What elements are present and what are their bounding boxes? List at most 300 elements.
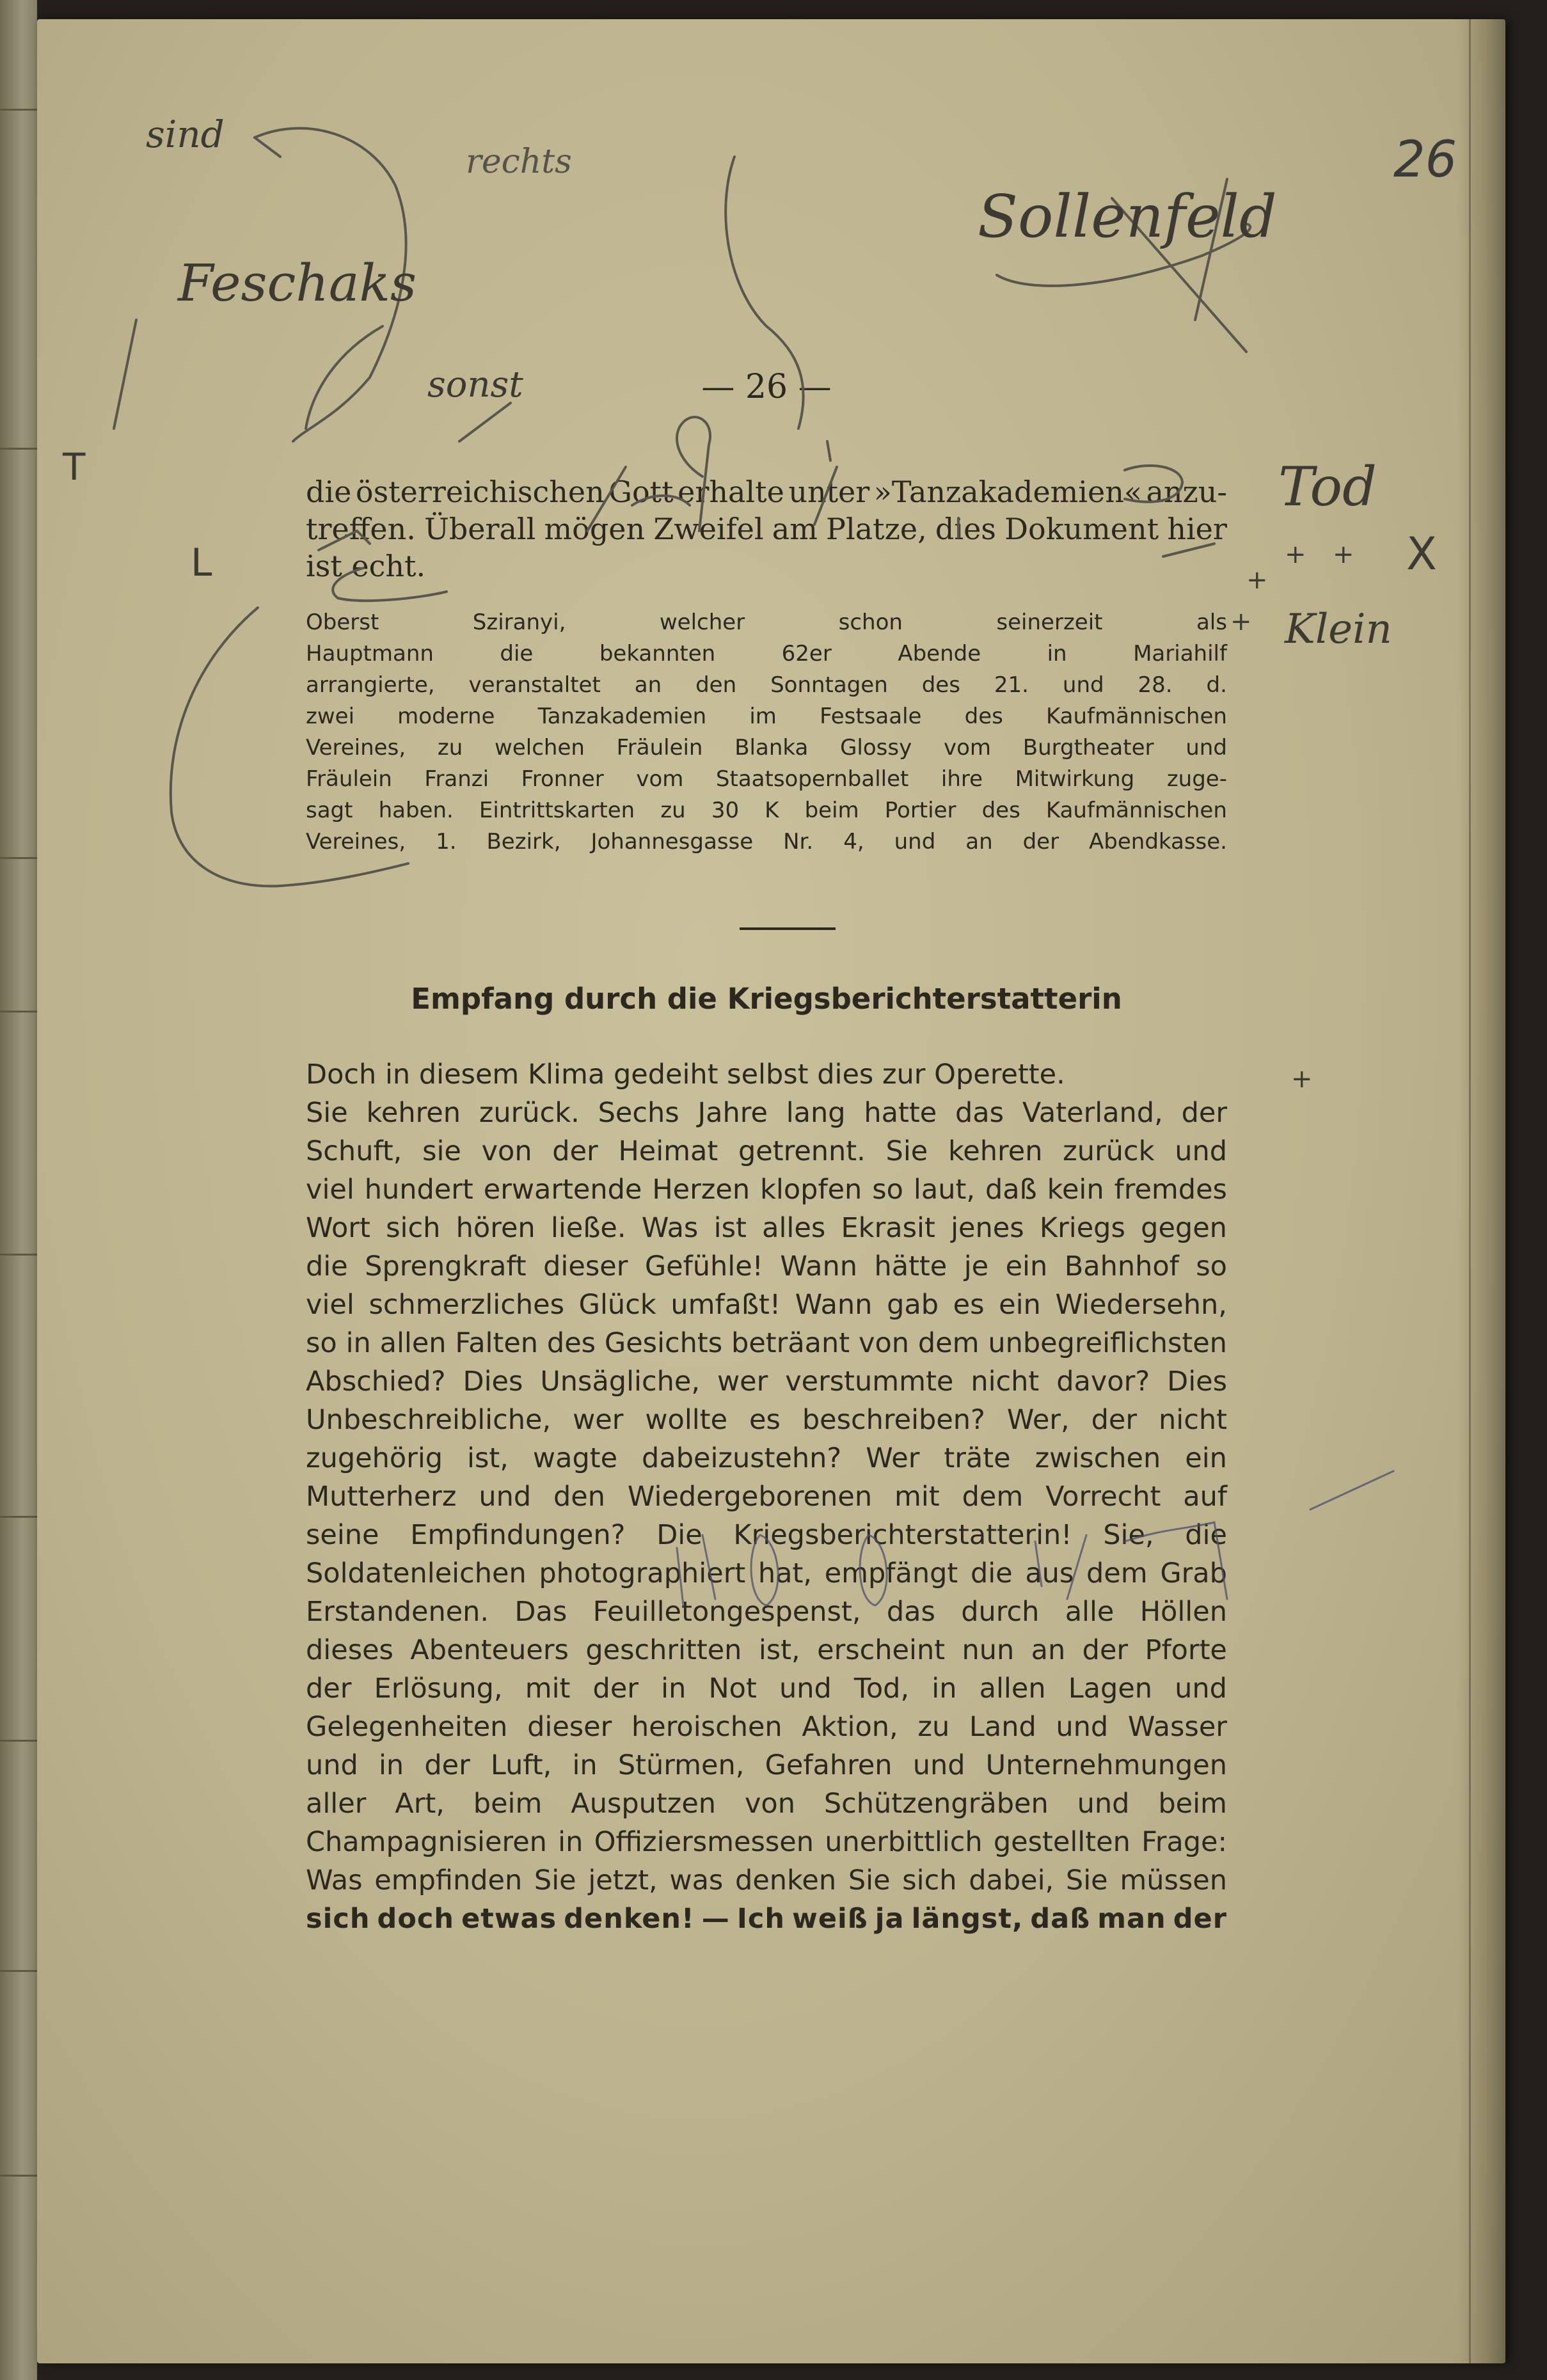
- handwritten-note: Klein: [1285, 606, 1392, 653]
- word: Das: [514, 1596, 567, 1628]
- word: verstummte: [785, 1366, 954, 1398]
- word: Unsägliche,: [540, 1366, 701, 1398]
- word: kein: [1047, 1174, 1104, 1206]
- word: und: [1062, 672, 1104, 698]
- text-line: [306, 1097, 1227, 1135]
- word: mit: [894, 1481, 940, 1513]
- word: doch: [377, 1903, 454, 1935]
- word: Platze,: [826, 512, 927, 546]
- word: jenes: [951, 1212, 1024, 1244]
- word: mit: [525, 1673, 571, 1705]
- word: in: [558, 1826, 583, 1858]
- word: Abschied?: [306, 1366, 446, 1398]
- word: dabeizustehn?: [642, 1442, 842, 1474]
- word: aus: [1025, 1557, 1074, 1589]
- word: daß: [985, 1174, 1037, 1206]
- word: dem: [917, 1327, 980, 1359]
- word: Sie: [848, 1864, 891, 1896]
- word: mögen: [544, 512, 646, 546]
- word: Empfindungen?: [410, 1519, 626, 1551]
- word: photographiert: [539, 1557, 746, 1589]
- word: Doch in diesem Klima gedeiht selbst dies zur Operette.: [306, 1059, 1065, 1091]
- word: unter: [788, 475, 870, 509]
- word: Portier: [884, 798, 956, 823]
- word: Vereines,: [306, 829, 406, 855]
- adjacent-page-edge: [0, 0, 37, 2380]
- edge-rule: [0, 1011, 37, 1013]
- word: österreichischen: [355, 475, 605, 509]
- word: Erstandenen.: [306, 1596, 489, 1628]
- word: moderne: [397, 704, 495, 729]
- word: hundert: [364, 1174, 473, 1206]
- slash-stroke: [1195, 179, 1227, 320]
- word: der: [1173, 1903, 1227, 1935]
- word: so: [872, 1174, 903, 1206]
- word: träte: [944, 1442, 1011, 1474]
- word: Sie: [534, 1864, 576, 1896]
- word: empfinden: [374, 1864, 523, 1896]
- word: in: [378, 1749, 404, 1781]
- bracket-stroke: [255, 129, 406, 441]
- text-line: [306, 1212, 1227, 1250]
- word: Sonntagen: [770, 672, 888, 698]
- edge-rule: [0, 857, 37, 859]
- printed-page-number: — 26 —: [701, 368, 832, 406]
- word: wer: [573, 1404, 624, 1436]
- word: unbegreiflichsten: [988, 1327, 1227, 1359]
- word: arrangierte,: [306, 672, 435, 698]
- word: ein: [1185, 1442, 1227, 1474]
- word: umfaßt!: [670, 1289, 781, 1321]
- slash-stroke: [1112, 198, 1246, 352]
- word: seine: [306, 1519, 379, 1551]
- word: geschritten: [585, 1634, 742, 1666]
- word: zugehörig: [306, 1442, 443, 1474]
- word: das: [886, 1596, 935, 1628]
- word: daß: [1030, 1903, 1091, 1935]
- curve-stroke: [306, 326, 383, 429]
- word: Wer,: [1006, 1404, 1070, 1436]
- word: und: [1186, 735, 1227, 760]
- word: Champagnisieren: [306, 1826, 547, 1858]
- word: und: [912, 1749, 965, 1781]
- word: Mutterherz: [306, 1481, 457, 1513]
- word: seinerzeit: [996, 610, 1103, 635]
- word: kehren: [948, 1135, 1043, 1167]
- text-line: [306, 475, 1227, 512]
- text-line: [306, 1366, 1227, 1404]
- word: ein: [1005, 1250, 1048, 1282]
- word: Offiziersmessen: [594, 1826, 814, 1858]
- text-line: [306, 549, 1227, 586]
- word: Gefahren: [765, 1749, 892, 1781]
- word: Dies: [463, 1366, 523, 1398]
- handwritten-note: Tod: [1278, 455, 1377, 518]
- word: Pforte: [1145, 1634, 1227, 1666]
- word: Wiedersehn,: [1055, 1289, 1227, 1321]
- word: gegen: [1141, 1212, 1227, 1244]
- word: die: [500, 641, 534, 666]
- word: Not: [708, 1673, 757, 1705]
- word: »Tanzakademien«: [873, 475, 1143, 509]
- text-line: [306, 704, 1227, 735]
- word: des: [921, 672, 960, 698]
- word: beschreiben?: [802, 1404, 985, 1436]
- word: Oberst: [306, 610, 379, 635]
- handwritten-note: sonst: [427, 364, 523, 406]
- word: die: [306, 1250, 348, 1282]
- word: dem: [962, 1481, 1024, 1513]
- word: in: [932, 1673, 957, 1705]
- word: Gefühle!: [644, 1250, 763, 1282]
- word: Sie: [306, 1097, 348, 1129]
- word: viel: [306, 1174, 354, 1206]
- word: der: [306, 1673, 352, 1705]
- word: allen: [379, 1327, 447, 1359]
- edge-rule: [0, 109, 37, 111]
- handwritten-note: Sollenfeld: [978, 182, 1277, 251]
- word: der: [1022, 829, 1059, 855]
- word: die: [970, 1557, 1013, 1589]
- word: am: [772, 512, 818, 546]
- text-line: [306, 1135, 1227, 1174]
- word: Abende: [898, 641, 981, 666]
- document-page: [37, 19, 1505, 2363]
- word: den: [553, 1481, 606, 1513]
- word: Soldatenleichen: [306, 1557, 527, 1589]
- word: jetzt,: [588, 1864, 658, 1896]
- word: Sie,: [1103, 1519, 1154, 1551]
- word: alles: [762, 1212, 826, 1244]
- word: zu: [917, 1711, 950, 1743]
- margin-stroke: [114, 320, 136, 429]
- word: lang: [786, 1097, 846, 1129]
- word: es: [953, 1289, 985, 1321]
- word: 30: [711, 798, 740, 823]
- word: Was: [641, 1212, 699, 1244]
- word: Sechs: [598, 1097, 679, 1129]
- word: von: [481, 1135, 532, 1167]
- word: hören: [456, 1212, 536, 1244]
- word: Bezirk,: [486, 829, 561, 855]
- word: gestellten: [993, 1826, 1130, 1858]
- text-line: [306, 672, 1227, 704]
- word: veranstaltet: [468, 672, 601, 698]
- word: erhalte: [678, 475, 784, 509]
- page-fold-line: [1469, 19, 1471, 2363]
- word: der: [1181, 1097, 1227, 1129]
- edge-rule: [0, 448, 37, 450]
- text-line: [306, 1519, 1227, 1557]
- word: so: [1196, 1250, 1227, 1282]
- word: nun: [962, 1634, 1015, 1666]
- text-line: [306, 1059, 1227, 1097]
- word: im: [749, 704, 777, 729]
- body-paragraph: [306, 1059, 1227, 1941]
- word: 28.: [1138, 672, 1173, 698]
- word: sich: [386, 1212, 441, 1244]
- word: und: [779, 1673, 832, 1705]
- word: Kriegsberichterstatterin!: [733, 1519, 1072, 1551]
- word: dabei,: [969, 1864, 1054, 1896]
- word: man: [1097, 1903, 1166, 1935]
- word: treffen.: [306, 512, 416, 546]
- word: Was: [306, 1864, 363, 1896]
- word: beim: [473, 1788, 543, 1820]
- arrow-stroke: [255, 138, 280, 157]
- word: Falten: [455, 1327, 539, 1359]
- word: Staatsopernballet: [715, 766, 909, 792]
- word: dem: [1086, 1557, 1148, 1589]
- word: Fronner: [521, 766, 604, 792]
- word: fremdes: [1114, 1174, 1227, 1206]
- section-separator: [740, 927, 836, 930]
- word: und: [894, 829, 936, 855]
- word: Abenteuers: [410, 1634, 569, 1666]
- word: wagte: [532, 1442, 618, 1474]
- word: Land: [969, 1711, 1036, 1743]
- word: zu: [660, 798, 686, 823]
- word: Fräulein: [306, 766, 392, 792]
- word: müssen: [1120, 1864, 1227, 1896]
- word: und: [1175, 1673, 1227, 1705]
- svg-text:L: L: [191, 540, 212, 585]
- word: gab: [887, 1289, 939, 1321]
- text-line: [306, 766, 1227, 798]
- word: Mitwirkung: [1015, 766, 1135, 792]
- word: die: [306, 475, 352, 509]
- text-line: [306, 512, 1227, 549]
- word: Grab: [1160, 1557, 1227, 1589]
- text-line: [306, 1749, 1227, 1788]
- word: nicht: [971, 1366, 1040, 1398]
- word: dies: [935, 512, 996, 546]
- word: schmerzliches: [369, 1289, 564, 1321]
- slash-stroke: [459, 403, 511, 441]
- word: sagt: [306, 798, 353, 823]
- word: Wann: [795, 1289, 873, 1321]
- word: ja: [875, 1903, 905, 1935]
- word: Wer: [866, 1442, 920, 1474]
- word: klopfen: [760, 1174, 862, 1206]
- word: Glossy: [840, 735, 912, 760]
- tick-stroke: [827, 441, 830, 461]
- word: das: [955, 1097, 1004, 1129]
- word: Vaterland,: [1022, 1097, 1163, 1129]
- word: kehren: [366, 1097, 461, 1129]
- word: denken: [735, 1864, 837, 1896]
- text-line: [306, 1327, 1227, 1366]
- word: Sie: [1065, 1864, 1108, 1896]
- text-line: [306, 1404, 1227, 1442]
- word: Johannesgasse: [591, 829, 754, 855]
- word: zwei: [306, 704, 355, 729]
- svg-text:+: +: [1291, 1064, 1313, 1094]
- word: haben.: [378, 798, 454, 823]
- word: Eintrittskarten: [479, 798, 635, 823]
- word: Ausputzen: [571, 1788, 717, 1820]
- text-line: [306, 1711, 1227, 1749]
- word: Jahre: [697, 1097, 768, 1129]
- word: Wann: [780, 1250, 857, 1282]
- word: Bahnhof: [1064, 1250, 1179, 1282]
- word: Schuft,: [306, 1135, 402, 1167]
- word: viel: [306, 1289, 354, 1321]
- word: Dokument: [1004, 512, 1159, 546]
- word: Luft,: [490, 1749, 552, 1781]
- word: Stürmen,: [617, 1749, 745, 1781]
- word: beträant: [731, 1327, 850, 1359]
- word: aller: [306, 1788, 367, 1820]
- word: Heimat: [618, 1135, 718, 1167]
- word: dieser: [527, 1711, 612, 1743]
- word: den: [695, 672, 737, 698]
- word: dieses: [306, 1634, 393, 1666]
- edge-rule: [0, 1740, 37, 1742]
- word: als: [1196, 610, 1227, 635]
- text-line: [306, 641, 1227, 672]
- word: in: [661, 1673, 686, 1705]
- word: ist echt.: [306, 549, 426, 583]
- word: 21.: [994, 672, 1029, 698]
- word: davor?: [1056, 1366, 1150, 1398]
- word: Herzen: [652, 1174, 750, 1206]
- underline-stroke: [997, 224, 1250, 286]
- word: Fräulein: [616, 735, 703, 760]
- word: Kaufmännischen: [1045, 798, 1227, 823]
- word: der: [1082, 1634, 1129, 1666]
- svg-text:T: T: [63, 445, 86, 489]
- word: zuge-: [1166, 766, 1227, 792]
- word: Gelegenheiten: [306, 1711, 508, 1743]
- word: der: [424, 1749, 470, 1781]
- word: hätte: [874, 1250, 948, 1282]
- word: und: [479, 1481, 532, 1513]
- word: etwas: [461, 1903, 557, 1935]
- word: der: [1091, 1404, 1138, 1436]
- word: von: [744, 1788, 795, 1820]
- word: Aktion,: [802, 1711, 898, 1743]
- word: Burgtheater: [1022, 735, 1154, 760]
- word: getrennt.: [738, 1135, 866, 1167]
- word: beim: [1158, 1788, 1227, 1820]
- word: dieser: [543, 1250, 628, 1282]
- word: und: [306, 1749, 358, 1781]
- word: Ich: [736, 1903, 785, 1935]
- word: zurück: [1063, 1135, 1155, 1167]
- word: ihre: [940, 766, 983, 792]
- word: die: [1185, 1519, 1227, 1551]
- word: ein: [999, 1289, 1041, 1321]
- word: beim: [804, 798, 859, 823]
- word: Blanka: [734, 735, 809, 760]
- word: je: [964, 1250, 989, 1282]
- word: Nr.: [783, 829, 814, 855]
- word: Abendkasse.: [1089, 829, 1227, 855]
- word: und: [1175, 1135, 1227, 1167]
- section-heading: Empfang durch die Kriegsberichterstatterin: [411, 982, 1122, 1016]
- word: und: [1056, 1711, 1109, 1743]
- text-line: [306, 1442, 1227, 1481]
- word: Franzi: [424, 766, 489, 792]
- word: an: [965, 829, 993, 855]
- text-line: [306, 735, 1227, 766]
- text-line: [306, 829, 1227, 860]
- word: Tanzakademien: [537, 704, 707, 729]
- word: in: [1047, 641, 1067, 666]
- word: Frage:: [1141, 1826, 1227, 1858]
- edge-rule: [0, 2175, 37, 2177]
- word: K: [765, 798, 779, 823]
- svg-text:X: X: [1406, 528, 1437, 580]
- text-line: [306, 1557, 1227, 1596]
- handwritten-page-number: 26: [1393, 131, 1457, 189]
- edge-rule: [0, 1254, 37, 1256]
- word: anzu-: [1146, 475, 1227, 509]
- word: Höllen: [1139, 1596, 1227, 1628]
- svg-text:+: +: [1230, 607, 1252, 636]
- word: Die: [656, 1519, 702, 1551]
- word: an: [1031, 1634, 1066, 1666]
- word: welchen: [495, 735, 585, 760]
- word: Hauptmann: [306, 641, 434, 666]
- word: auf: [1183, 1481, 1227, 1513]
- word: welcher: [659, 610, 745, 635]
- word: Erlösung,: [374, 1673, 503, 1705]
- word: zurück.: [479, 1097, 580, 1129]
- word: des: [981, 798, 1020, 823]
- svg-text:+: +: [1333, 540, 1354, 569]
- word: sie: [422, 1135, 461, 1167]
- word: ist,: [758, 1634, 800, 1666]
- word: Mariahilf: [1133, 641, 1227, 666]
- word: 1.: [436, 829, 457, 855]
- text-line: [306, 1788, 1227, 1826]
- word: Wort: [306, 1212, 370, 1244]
- word: Sie: [885, 1135, 928, 1167]
- word: Kriegs: [1039, 1212, 1125, 1244]
- word: Festsaale: [820, 704, 922, 729]
- word: zwischen: [1035, 1442, 1161, 1474]
- word: hatte: [864, 1097, 937, 1129]
- word: Feuilletongespenst,: [592, 1596, 861, 1628]
- word: hat,: [758, 1557, 813, 1589]
- word: vom: [636, 766, 684, 792]
- word: der: [552, 1135, 598, 1167]
- word: des: [546, 1327, 596, 1359]
- word: sich: [306, 1903, 370, 1935]
- svg-text:+: +: [1285, 540, 1306, 569]
- word: schon: [838, 610, 903, 635]
- handwritten-note: Feschaks: [178, 253, 417, 313]
- word: sich: [902, 1864, 957, 1896]
- text-line: [306, 610, 1227, 641]
- word: Art,: [395, 1788, 445, 1820]
- word: es: [749, 1404, 781, 1436]
- word: Gesichts: [604, 1327, 723, 1359]
- word: der: [592, 1673, 639, 1705]
- word: Schützengräben: [823, 1788, 1049, 1820]
- handwritten-note: sind: [146, 113, 225, 156]
- word: vom: [943, 735, 992, 760]
- text-line: [306, 1634, 1227, 1673]
- text-line: [306, 1250, 1227, 1289]
- word: Vereines,: [306, 735, 406, 760]
- word: denken!: [564, 1903, 695, 1935]
- word: wer: [717, 1366, 768, 1398]
- word: weiß: [792, 1903, 868, 1935]
- text-line: [306, 1596, 1227, 1634]
